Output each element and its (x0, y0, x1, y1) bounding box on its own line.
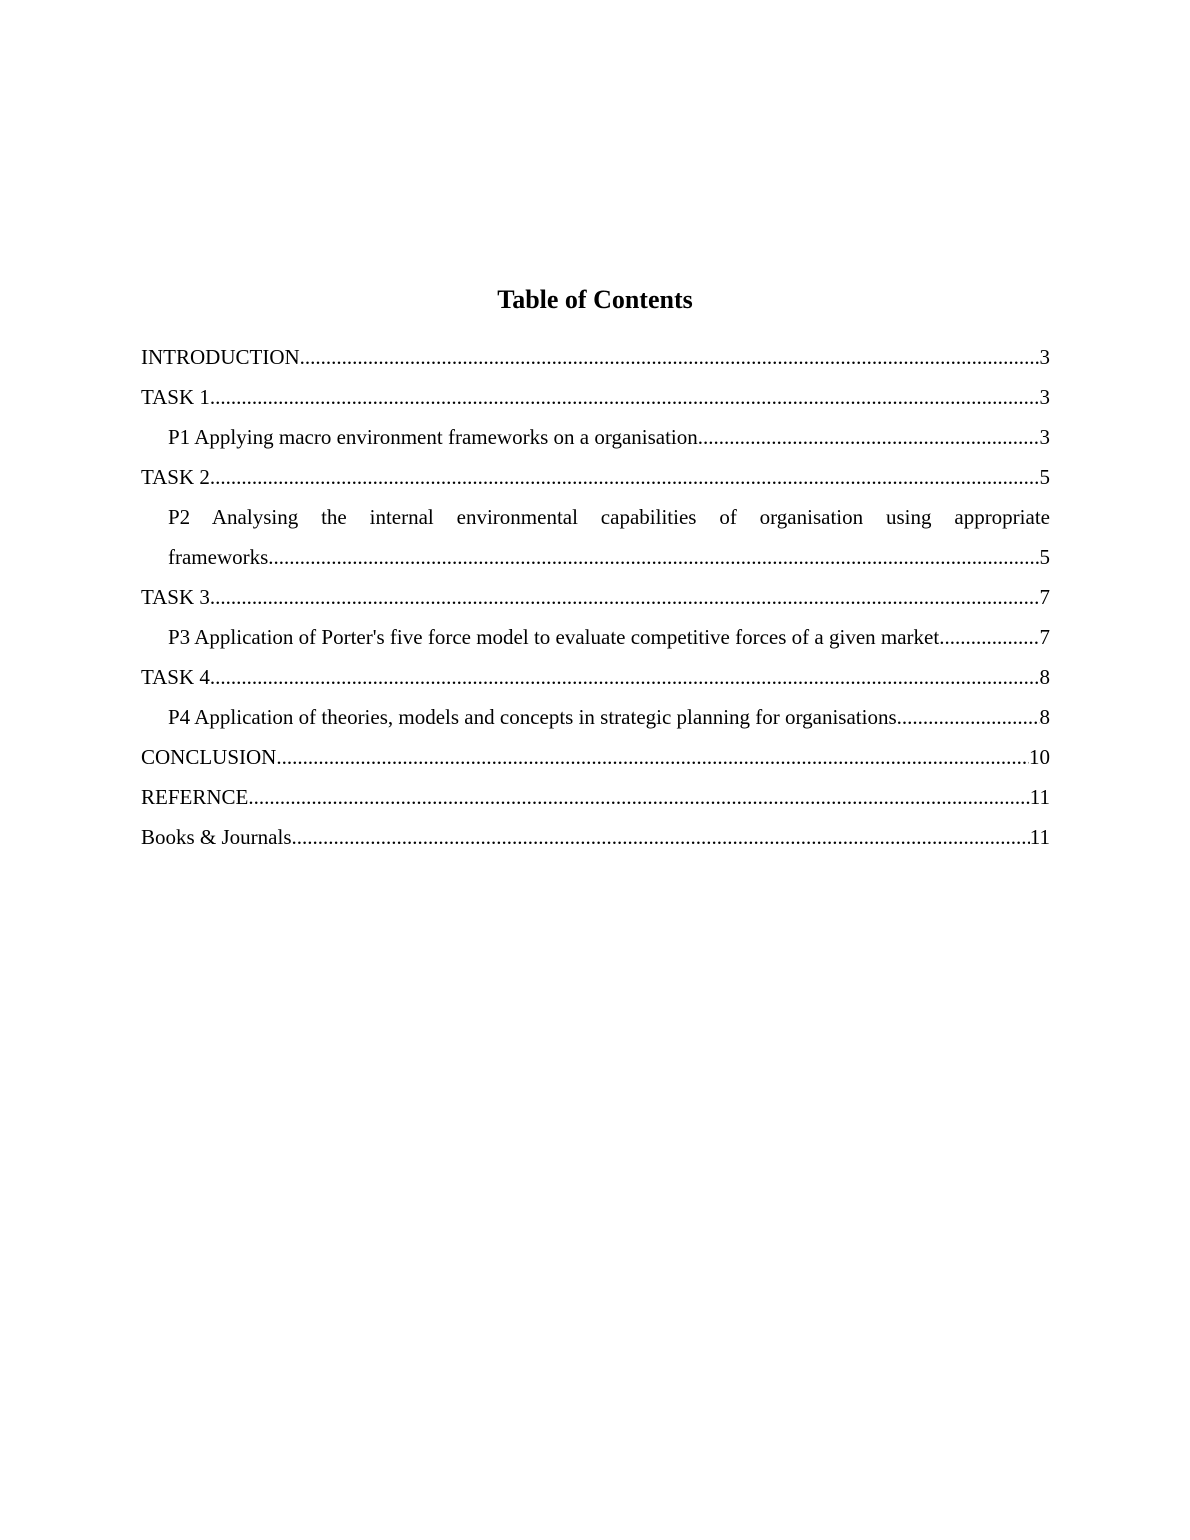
toc-page-number: 3 (1039, 425, 1050, 449)
toc-entry-text: TASK 4 (141, 665, 210, 689)
toc-page-number: 11 (1029, 825, 1050, 849)
toc-entry-task-2[interactable] (141, 457, 1050, 497)
toc-page-number: 5 (1039, 465, 1050, 489)
toc-entry-text: P1 Applying macro environment frameworks on a organisation (168, 425, 698, 449)
toc-entry-text: P2 Analysing the internal environmental capabilities of organisation using appropriate (168, 505, 1050, 529)
toc-entry-text: P3 Application of Porter's five force model to evaluate competitive forces of a given market (168, 625, 940, 649)
toc-entry-p1[interactable] (141, 417, 1050, 457)
toc-entry-books-journals[interactable] (141, 817, 1050, 857)
toc-page-number: 8 (1039, 665, 1050, 689)
toc-entry-conclusion[interactable] (141, 737, 1050, 777)
toc-leader-dots (210, 457, 1040, 497)
toc-entry-text: TASK 2 (141, 465, 210, 489)
toc-leader-dots (698, 417, 1040, 457)
toc-leader-dots (276, 737, 1029, 777)
toc-leader-dots (210, 657, 1040, 697)
toc-leader-dots (210, 577, 1040, 617)
toc-entry-task-3[interactable] (141, 577, 1050, 617)
toc-entry-p3[interactable] (141, 617, 1050, 657)
toc-leader-dots (268, 537, 1039, 577)
toc-entry-text: CONCLUSION (141, 745, 277, 769)
toc-entry-text: TASK 3 (141, 585, 210, 609)
toc-page-number: 7 (1039, 585, 1050, 609)
toc-title: Table of Contents (497, 285, 693, 314)
toc-entry-task-4[interactable] (141, 657, 1050, 697)
toc-page-number: 3 (1039, 345, 1050, 369)
toc-entry-p2-line-2[interactable] (141, 537, 1050, 577)
toc-page-number: 7 (1039, 625, 1050, 649)
toc-entry-introduction[interactable] (141, 337, 1050, 377)
toc-entry-task-1[interactable] (141, 377, 1050, 417)
toc-page-number: 10 (1029, 745, 1050, 769)
toc-entry-text: INTRODUCTION (141, 345, 300, 369)
toc-entry-text: TASK 1 (141, 385, 210, 409)
toc-leader-dots (939, 617, 1039, 657)
toc-page-number: 11 (1029, 785, 1050, 809)
toc-page-number: 3 (1039, 385, 1050, 409)
toc-entry-text: Books & Journals (141, 825, 292, 849)
toc-page-number: 8 (1039, 705, 1050, 729)
toc-leader-dots (248, 777, 1029, 817)
toc-entry-p4[interactable] (141, 697, 1050, 737)
toc-entry-text: P4 Application of theories, models and concepts in strategic planning for organisations. (168, 705, 902, 729)
toc-leader-dots (292, 817, 1030, 857)
toc-leader-dots (902, 697, 1040, 737)
toc-leader-dots (210, 377, 1040, 417)
toc-entry-text: frameworks (168, 545, 269, 569)
toc-entry-refernce[interactable] (141, 777, 1050, 817)
toc-page-number: 5 (1039, 545, 1050, 569)
toc-leader-dots (300, 337, 1040, 377)
toc-entry-p2-line-1[interactable] (141, 497, 1050, 537)
toc-entry-text: REFERNCE (141, 785, 249, 809)
table-of-contents (141, 337, 1050, 857)
